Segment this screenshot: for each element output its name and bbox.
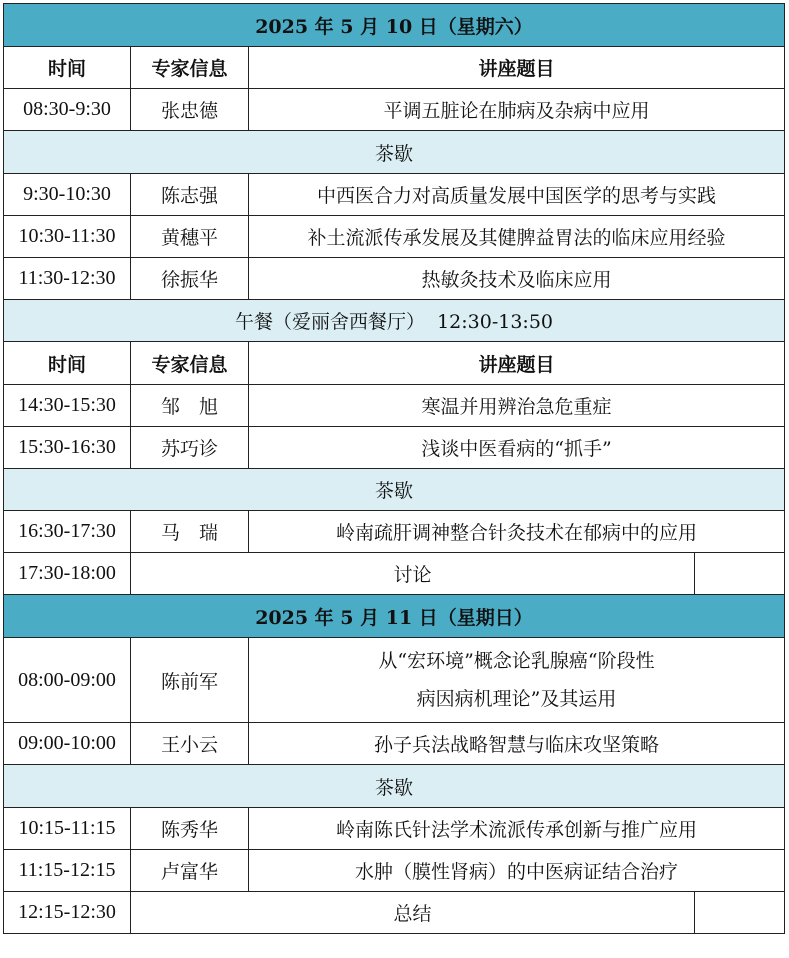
time-cell: 10:30-11:30 — [4, 216, 131, 258]
tea-break-label: 茶歇 — [4, 765, 785, 808]
tea-break-label: 茶歇 — [4, 469, 785, 511]
header-time: 时间 — [4, 47, 131, 89]
schedule-row — [4, 808, 785, 850]
tea-break-label: 茶歇 — [4, 131, 785, 174]
tea-break-row — [4, 469, 785, 511]
schedule-row — [4, 850, 785, 892]
topic-cell: 热敏灸技术及临床应用 — [249, 258, 785, 300]
topic-cell: 中西医合力对高质量发展中国医学的思考与实践 — [249, 174, 785, 216]
day1-date: 2025 年 5 月 10 日（星期六） — [4, 4, 785, 47]
empty-cell — [695, 892, 785, 934]
time-cell: 17:30-18:00 — [4, 553, 131, 595]
expert-cell: 张忠德 — [131, 89, 249, 131]
summary-row — [4, 892, 785, 934]
expert-cell: 王小云 — [131, 723, 249, 765]
discussion-row — [4, 553, 785, 595]
time-cell: 10:15-11:15 — [4, 808, 131, 850]
column-header-row — [4, 47, 785, 89]
expert-cell: 邹 旭 — [131, 385, 249, 427]
summary-label: 总结 — [131, 892, 695, 934]
topic-cell: 岭南疏肝调神整合针灸技术在郁病中的应用 — [249, 511, 785, 553]
schedule-row — [4, 174, 785, 216]
topic-cell — [249, 638, 785, 723]
header-topic: 讲座题目 — [249, 47, 785, 89]
time-cell: 12:15-12:30 — [4, 892, 131, 934]
tea-break-row — [4, 765, 785, 808]
expert-cell: 卢富华 — [131, 850, 249, 892]
expert-cell: 陈秀华 — [131, 808, 249, 850]
time-cell: 08:00-09:00 — [4, 638, 131, 723]
lunch-row — [4, 300, 785, 342]
time-cell: 11:30-12:30 — [4, 258, 131, 300]
expert-cell: 陈志强 — [131, 174, 249, 216]
day2-date: 2025 年 5 月 11 日（星期日） — [4, 595, 785, 638]
time-cell: 9:30-10:30 — [4, 174, 131, 216]
schedule-row — [4, 89, 785, 131]
column-header-row — [4, 342, 785, 385]
topic-cell: 岭南陈氏针法学术流派传承创新与推广应用 — [249, 808, 785, 850]
discussion-label: 讨论 — [131, 553, 695, 595]
time-cell: 08:30-9:30 — [4, 89, 131, 131]
expert-cell: 苏巧诊 — [131, 427, 249, 469]
expert-cell: 黄穗平 — [131, 216, 249, 258]
schedule-row — [4, 511, 785, 553]
schedule-row — [4, 385, 785, 427]
time-cell: 14:30-15:30 — [4, 385, 131, 427]
topic-line-2: 病因病机理论”及其运用 — [416, 688, 617, 710]
header-topic: 讲座题目 — [249, 342, 785, 385]
time-cell: 16:30-17:30 — [4, 511, 131, 553]
schedule-row — [4, 216, 785, 258]
topic-cell: 平调五脏论在肺病及杂病中应用 — [249, 89, 785, 131]
topic-cell: 孙子兵法战略智慧与临床攻坚策略 — [249, 723, 785, 765]
header-expert: 专家信息 — [131, 342, 249, 385]
expert-cell: 陈前军 — [131, 638, 249, 723]
schedule-row — [4, 638, 785, 723]
schedule-table — [3, 3, 785, 934]
topic-line-1: 从“宏环境”概念论乳腺癌“阶段性 — [378, 650, 655, 672]
schedule-row — [4, 723, 785, 765]
topic-cell: 寒温并用辨治急危重症 — [249, 385, 785, 427]
header-expert: 专家信息 — [131, 47, 249, 89]
schedule-row — [4, 427, 785, 469]
topic-cell: 水肿（膜性肾病）的中医病证结合治疗 — [249, 850, 785, 892]
time-cell: 11:15-12:15 — [4, 850, 131, 892]
expert-cell: 徐振华 — [131, 258, 249, 300]
schedule-row — [4, 258, 785, 300]
day2-date-row — [4, 595, 785, 638]
lunch-label: 午餐（爱丽舍西餐厅） 12:30-13:50 — [4, 300, 785, 342]
header-time: 时间 — [4, 342, 131, 385]
expert-cell: 马 瑞 — [131, 511, 249, 553]
tea-break-row — [4, 131, 785, 174]
empty-cell — [695, 553, 785, 595]
day1-date-row — [4, 4, 785, 47]
time-cell: 15:30-16:30 — [4, 427, 131, 469]
topic-cell: 浅谈中医看病的“抓手” — [249, 427, 785, 469]
time-cell: 09:00-10:00 — [4, 723, 131, 765]
topic-cell: 补土流派传承发展及其健脾益胃法的临床应用经验 — [249, 216, 785, 258]
